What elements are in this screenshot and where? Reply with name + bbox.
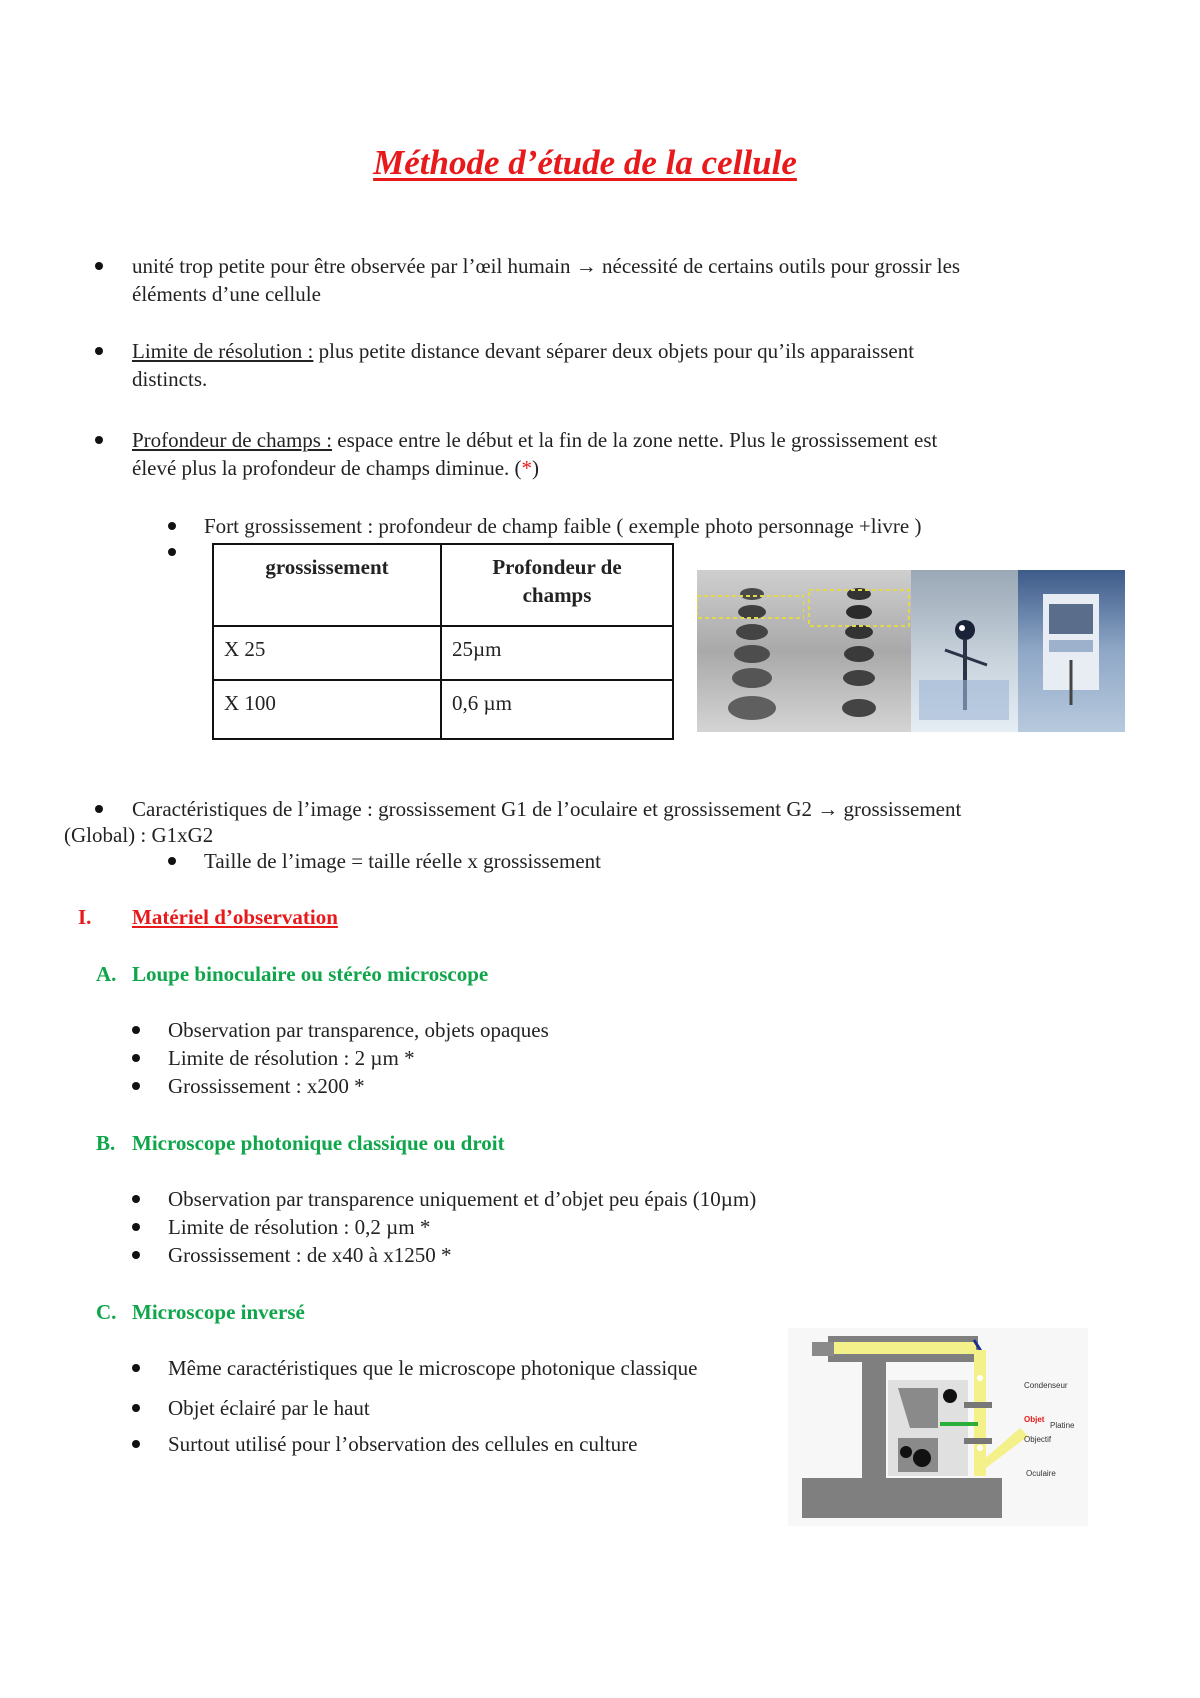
subsection-a-heading: Loupe binoculaire ou stéréo microscope [132,962,489,986]
table-cell: X 25 [224,637,266,661]
text: élevé plus la profondeur de champs diminue. ( [132,456,522,480]
intro-bullet-2-line-1 [132,337,914,365]
table-cell: 25µm [452,637,502,661]
bullet-dot [168,857,176,865]
depth-of-field-photos [697,570,1125,732]
caract-line-1 [132,795,961,823]
bullet-dot [132,1223,140,1231]
label-objet: Objet [1024,1415,1045,1424]
table-divider [214,679,672,681]
photo-3 [911,570,1018,732]
label-condenseur: Condenseur [1024,1381,1068,1390]
inverted-microscope-diagram [788,1328,1088,1526]
text: unité trop petite pour être observée par l’œil humain [132,254,571,278]
bullet-dot [95,347,103,355]
term-profondeur-champs: Profondeur de champs : [132,428,333,452]
photo-2 [804,570,911,732]
text: plus petite distance devant séparer deux objets pour qu’ils apparaissent [313,339,915,363]
photo-4 [1018,570,1125,732]
bullet-dot [132,1082,140,1090]
text: espace entre le début et la fin de la zone nette. Plus le grossissement est [332,428,938,452]
text: ) [532,456,540,480]
b-item-3: Grossissement : de x40 à x1250 * [168,1243,452,1267]
text: grossissement [843,797,962,821]
c-item-2: Objet éclairé par le haut [168,1396,370,1420]
intro-bullet-3-line-1 [132,426,937,454]
bullet-dot [95,262,103,270]
depth-table [212,543,674,740]
caract-line-2: (Global) : G1xG2 [64,823,214,847]
subsection-b-number: B. [96,1131,116,1155]
intro-bullet-1-line-1 [132,252,960,280]
table-cell: 0,6 µm [452,691,512,715]
term-limite-resolution: Limite de résolution : [132,339,314,363]
subsection-a-number: A. [96,962,117,986]
asterisk: * [521,456,533,480]
bullet-dot [132,1195,140,1203]
c-item-3: Surtout utilisé pour l’observation des cellules en culture [168,1432,638,1456]
bullet-dot [168,522,176,530]
bullet-dot [132,1054,140,1062]
a-item-1: Observation par transparence, objets opaques [168,1018,549,1042]
table-header-grossissement: grossissement [265,555,389,579]
intro-bullet-2-line-2: distincts. [132,367,208,391]
arrow-icon: → [817,797,839,821]
text: Caractéristiques de l’image : grossissement G1 de l’oculaire et grossissement G2 [132,797,812,821]
bullet-dot [95,436,103,444]
bullet-dot [132,1364,140,1372]
sub-bullet-taille-image: Taille de l’image = taille réelle x grossissement [204,849,601,873]
a-item-3: Grossissement : x200 * [168,1074,365,1098]
section-1-number: I. [78,905,92,929]
bullet-dot [132,1251,140,1259]
label-oculaire: Oculaire [1026,1469,1056,1478]
subsection-c-heading: Microscope inversé [132,1300,305,1324]
photo-1 [697,570,804,732]
label-objectif: Objectif [1024,1435,1052,1444]
sub-bullet-fort-grossissement: Fort grossissement : profondeur de champ faible ( exemple photo personnage +livre ) [204,514,922,538]
b-item-1: Observation par transparence uniquement et d’objet peu épais (10µm) [168,1187,757,1211]
text: nécessité de certains outils pour grossir les [602,254,961,278]
bullet-dot [132,1404,140,1412]
bullet-dot [132,1026,140,1034]
label-platine: Platine [1050,1421,1075,1430]
c-item-1: Même caractéristiques que le microscope photonique classique [168,1356,698,1380]
arrow-icon: → [575,254,597,278]
subsection-c-number: C. [96,1300,117,1324]
table-cell: X 100 [224,691,276,715]
header-line: Profondeur de [492,555,622,579]
subsection-b-heading: Microscope photonique classique ou droit [132,1131,505,1155]
a-item-2: Limite de résolution : 2 µm * [168,1046,415,1070]
bullet-dot [132,1440,140,1448]
b-item-2: Limite de résolution : 0,2 µm * [168,1215,431,1239]
intro-bullet-3-line-2 [132,454,539,482]
table-header-profondeur [442,553,672,609]
intro-bullet-1-line-2: éléments d’une cellule [132,282,321,306]
section-1-heading: Matériel d’observation [132,905,338,929]
bullet-dot [95,805,103,813]
header-line: champs [522,583,592,607]
page-title: Méthode d’étude de la cellule [373,143,797,182]
bullet-dot [168,548,176,556]
table-divider [214,625,672,627]
